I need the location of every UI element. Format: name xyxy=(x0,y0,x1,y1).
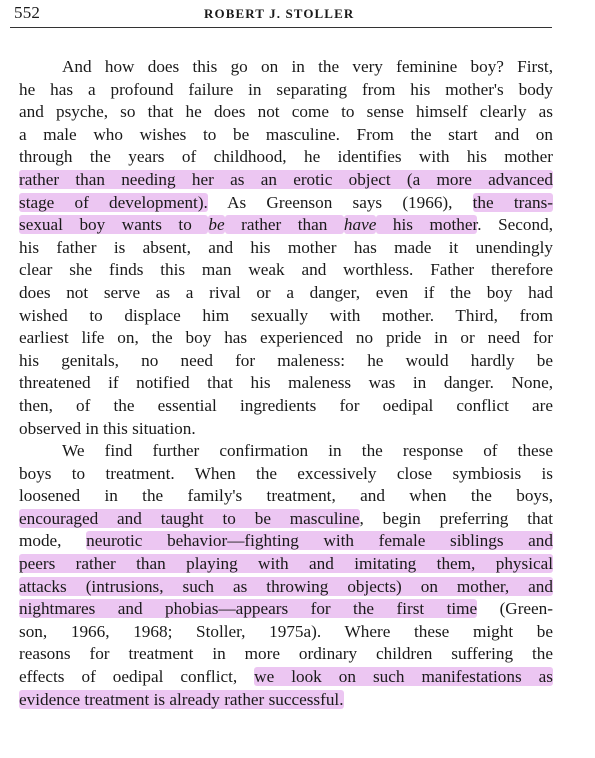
text-segment: son, 1966, 1968; Stoller, 1975a). Where these might be xyxy=(19,621,553,641)
text-segment: a male who wishes to be masculine. From the start and on xyxy=(19,124,553,144)
text-segment: threatened if notified that his maleness was in danger. None, xyxy=(19,373,553,393)
text-line xyxy=(19,56,553,79)
page-number: 552 xyxy=(14,3,41,22)
text-segment: effects of oedipal conflict, xyxy=(19,667,255,687)
text-line xyxy=(19,621,553,644)
text-line xyxy=(19,305,553,328)
highlighted-text xyxy=(208,215,224,234)
italic-text: have xyxy=(343,215,377,235)
highlighted-text: nightmares and phobias—appears for the first time xyxy=(19,599,478,619)
text-line xyxy=(19,169,553,192)
text-line xyxy=(19,576,553,599)
text-line xyxy=(19,214,553,237)
paragraph xyxy=(19,440,553,711)
text-segment: earliest life on, the boy has experienced no pride in or need for xyxy=(19,328,553,348)
highlighted-text: encouraged and taught to be masculine xyxy=(19,508,360,528)
highlighted-text: rather than needing her as an erotic object (a more advanced xyxy=(19,169,553,189)
text-line xyxy=(19,259,553,282)
text-line xyxy=(19,395,553,418)
text-segment: and psyche, so that he does not come to sense himself clearly as xyxy=(19,102,553,122)
text-segment: mode, xyxy=(19,531,87,551)
highlighted-text: his mother xyxy=(376,215,478,235)
text-segment: clear she finds this man weak and worthless. Father therefore xyxy=(19,260,553,280)
text-segment: through the years of childhood, he identifies with his mother xyxy=(19,147,553,167)
highlighted-text: the trans- xyxy=(472,192,553,212)
text-segment: (Green- xyxy=(477,599,553,619)
text-segment: his genitals, no need for maleness: he would hardly be xyxy=(19,350,553,370)
text-line xyxy=(19,237,553,260)
text-line xyxy=(19,418,553,441)
text-segment: . Second, xyxy=(477,215,553,235)
highlighted-text: attacks (intrusions, such as throwing objects) on mother, and xyxy=(19,576,553,596)
highlighted-text: neurotic behavior—fighting with female siblings and xyxy=(86,531,553,551)
text-line xyxy=(19,485,553,508)
text-segment: boys to treatment. When the excessively close symbiosis is xyxy=(19,463,553,483)
header-rule xyxy=(10,27,552,28)
text-line xyxy=(19,79,553,102)
text-segment: does not serve as a rival or a danger, even if the boy had xyxy=(19,282,553,302)
text-segment: As Greenson says (1966), xyxy=(207,192,473,212)
text-line xyxy=(19,124,553,147)
text-line xyxy=(19,327,553,350)
text-line xyxy=(19,350,553,373)
text-segment: loosened in the family's treatment, and when the boys, xyxy=(19,486,553,506)
text-segment: reasons for treatment in more ordinary children suffering the xyxy=(19,644,553,664)
paragraph xyxy=(19,56,553,440)
text-line xyxy=(19,101,553,124)
text-line xyxy=(19,440,553,463)
highlighted-text: rather than xyxy=(224,215,344,235)
text-segment: wished to displace him sexually with mother. Third, from xyxy=(19,305,553,325)
highlighted-text xyxy=(344,215,376,234)
highlighted-text: evidence treatment is already rather successful. xyxy=(19,689,344,709)
highlighted-text: we look on such manifestations as xyxy=(254,667,553,687)
running-head: ROBERT J. STOLLER xyxy=(204,6,355,21)
text-line xyxy=(19,372,553,395)
body-text xyxy=(19,56,553,711)
highlighted-text: peers rather than playing with and imitating them, physical xyxy=(19,554,553,574)
italic-text: be xyxy=(208,215,225,235)
text-line xyxy=(19,553,553,576)
text-segment: And how does this go on in the very feminine boy? First, xyxy=(62,57,553,76)
text-line xyxy=(19,146,553,169)
text-segment: he has a profound failure in separating from his mother's body xyxy=(19,79,553,99)
highlighted-text: stage of development). xyxy=(19,192,208,212)
text-line xyxy=(19,192,553,215)
text-segment: observed in this situation. xyxy=(19,418,196,438)
text-line xyxy=(19,282,553,305)
text-line xyxy=(19,643,553,666)
text-line xyxy=(19,508,553,531)
text-line xyxy=(19,463,553,486)
text-line xyxy=(19,598,553,621)
page-header xyxy=(14,3,552,25)
text-segment: , begin preferring that xyxy=(359,508,553,528)
text-line xyxy=(19,689,553,712)
text-line xyxy=(19,666,553,689)
text-segment: his father is absent, and his mother has made it unendingly xyxy=(19,237,553,257)
highlighted-text: sexual boy wants to xyxy=(19,215,209,235)
text-segment: then, of the essential ingredients for oedipal conflict are xyxy=(19,395,553,415)
text-line xyxy=(19,530,553,553)
text-segment: We find further confirmation in the response of these xyxy=(62,441,553,461)
